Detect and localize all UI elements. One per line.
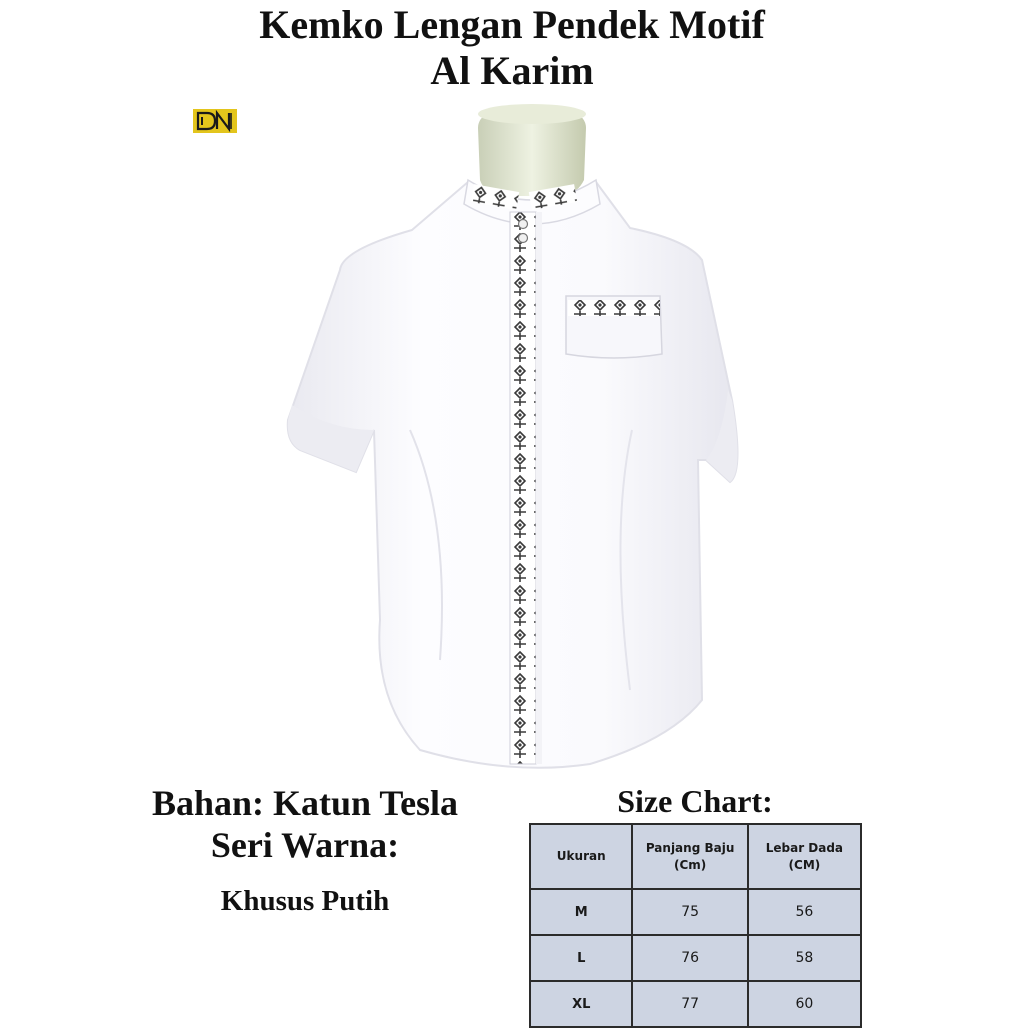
shirt-product-image <box>270 100 770 780</box>
length-cell: 77 <box>632 981 747 1027</box>
size-chart-title: Size Chart: <box>617 783 773 819</box>
length-cell: 75 <box>632 889 747 935</box>
color-series-label: Seri Warna: <box>210 825 400 865</box>
chest-width-cell: 56 <box>748 889 861 935</box>
size-chart-table <box>529 823 862 1028</box>
chest-width-cell: 58 <box>748 935 861 981</box>
size-cell: M <box>530 889 632 935</box>
header-chest-width: Lebar Dada (CM) <box>748 824 861 889</box>
product-title-line-1: Kemko Lengan Pendek Motif <box>259 2 765 47</box>
size-chart-header-row <box>530 824 861 889</box>
product-title-line-2: Al Karim <box>430 48 594 93</box>
size-cell: XL <box>530 981 632 1027</box>
header-size: Ukuran <box>530 824 632 889</box>
header-length: Panjang Baju (Cm) <box>632 824 747 889</box>
table-row <box>530 981 861 1027</box>
chest-width-cell: 60 <box>748 981 861 1027</box>
length-cell: 76 <box>632 935 747 981</box>
material-text: Bahan: Katun Tesla <box>151 783 459 823</box>
product-info <box>120 782 490 918</box>
table-row <box>530 889 861 935</box>
product-title <box>0 2 1024 94</box>
table-row <box>530 935 861 981</box>
size-cell: L <box>530 935 632 981</box>
dn-brand-logo-icon <box>193 109 237 133</box>
color-series-value: Khusus Putih <box>220 885 390 917</box>
